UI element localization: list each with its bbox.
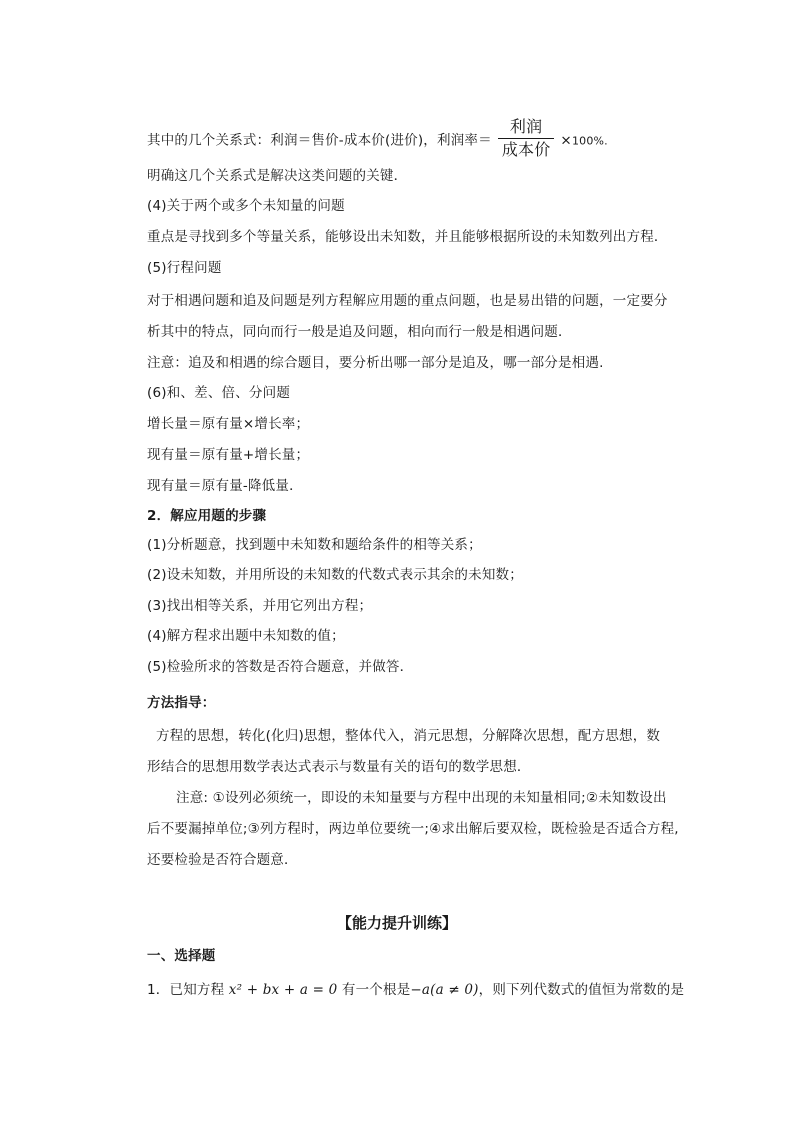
profit-formula-text: 其中的几个关系式：利润＝售价-成本价(进价)，利润率＝ — [147, 132, 492, 149]
question-1-root: −a(a ≠ 0) — [410, 982, 479, 998]
text-line: (3)找出相等关系，并用它列出方程； — [147, 598, 373, 614]
text-line: 析其中的特点，同向而行一般是追及问题，相向而行一般是相遇问题． — [147, 324, 572, 340]
times-sign: × — [560, 132, 572, 149]
fraction-denominator: 成本价 — [501, 140, 551, 159]
text-line: 对于相遇问题和追及问题是列方程解应用题的重点问题，也是易出错的问题，一定要分 — [147, 293, 668, 309]
method-heading: 方法指导： — [147, 695, 216, 711]
sub-title: 一、选择题 — [147, 948, 216, 964]
section-title: 【能力提升训练】 — [336, 914, 457, 932]
question-1-prefix: 1．已知方程 — [147, 982, 225, 998]
text-line: 明确这几个关系式是解决这类问题的关键． — [147, 168, 408, 184]
text-line: 现有量＝原有量+增长量； — [147, 447, 310, 463]
profit-rate-fraction — [498, 116, 555, 161]
text-line: (4)解方程求出题中未知数的值； — [147, 628, 345, 644]
text-line: (5)行程问题 — [147, 260, 222, 276]
question-1 — [147, 980, 684, 1000]
text-line: 后不要漏掉单位;③列方程时，两边单位要统一;④求出解后要双检，既检验是否适合方程, — [147, 821, 679, 837]
text-line: 注意：追及和相遇的综合题目，要分析出哪一部分是追及，哪一部分是相遇. — [147, 355, 604, 371]
profit-formula-line — [147, 118, 608, 163]
text-line: (5)检验所求的答数是否符合题意，并做答． — [147, 659, 414, 675]
text-line: (4)关于两个或多个未知量的问题 — [147, 198, 345, 214]
percent-value: 100%. — [571, 134, 608, 148]
fraction-numerator: 利润 — [498, 116, 555, 139]
question-1-middle: 有一个根是 — [341, 982, 411, 998]
section-heading: 2．解应用题的步骤 — [147, 508, 267, 524]
question-1-suffix: ，则下列代数式的值恒为常数的是 — [478, 982, 685, 998]
text-line: 重点是寻找到多个等量关系，能够设出未知数，并且能够根据所设的未知数列出方程． — [147, 229, 668, 245]
text-line: 注意: ①设列必须统一，即设的未知量要与方程中出现的未知量相同;②未知数设出 — [176, 790, 667, 806]
text-line: (6)和、差、倍、分问题 — [147, 385, 291, 401]
text-line: 现有量＝原有量-降低量． — [147, 478, 303, 494]
text-line: (2)设未知数，并用所设的未知数的代数式表示其余的未知数； — [147, 567, 523, 583]
text-line: (1)分析题意，找到题中未知数和题给条件的相等关系； — [147, 537, 482, 553]
question-1-equation: x² + bx + a = 0 — [228, 982, 338, 998]
text-line: 还要检验是否符合题意． — [147, 852, 298, 868]
text-line: 增长量＝原有量×增长率； — [147, 416, 310, 432]
text-line: 方程的思想，转化(化归)思想，整体代入，消元思想，分解降次思想，配方思想，数 — [156, 728, 661, 744]
text-line: 形结合的思想用数学表达式表示与数量有关的语句的数学思想． — [147, 759, 531, 775]
